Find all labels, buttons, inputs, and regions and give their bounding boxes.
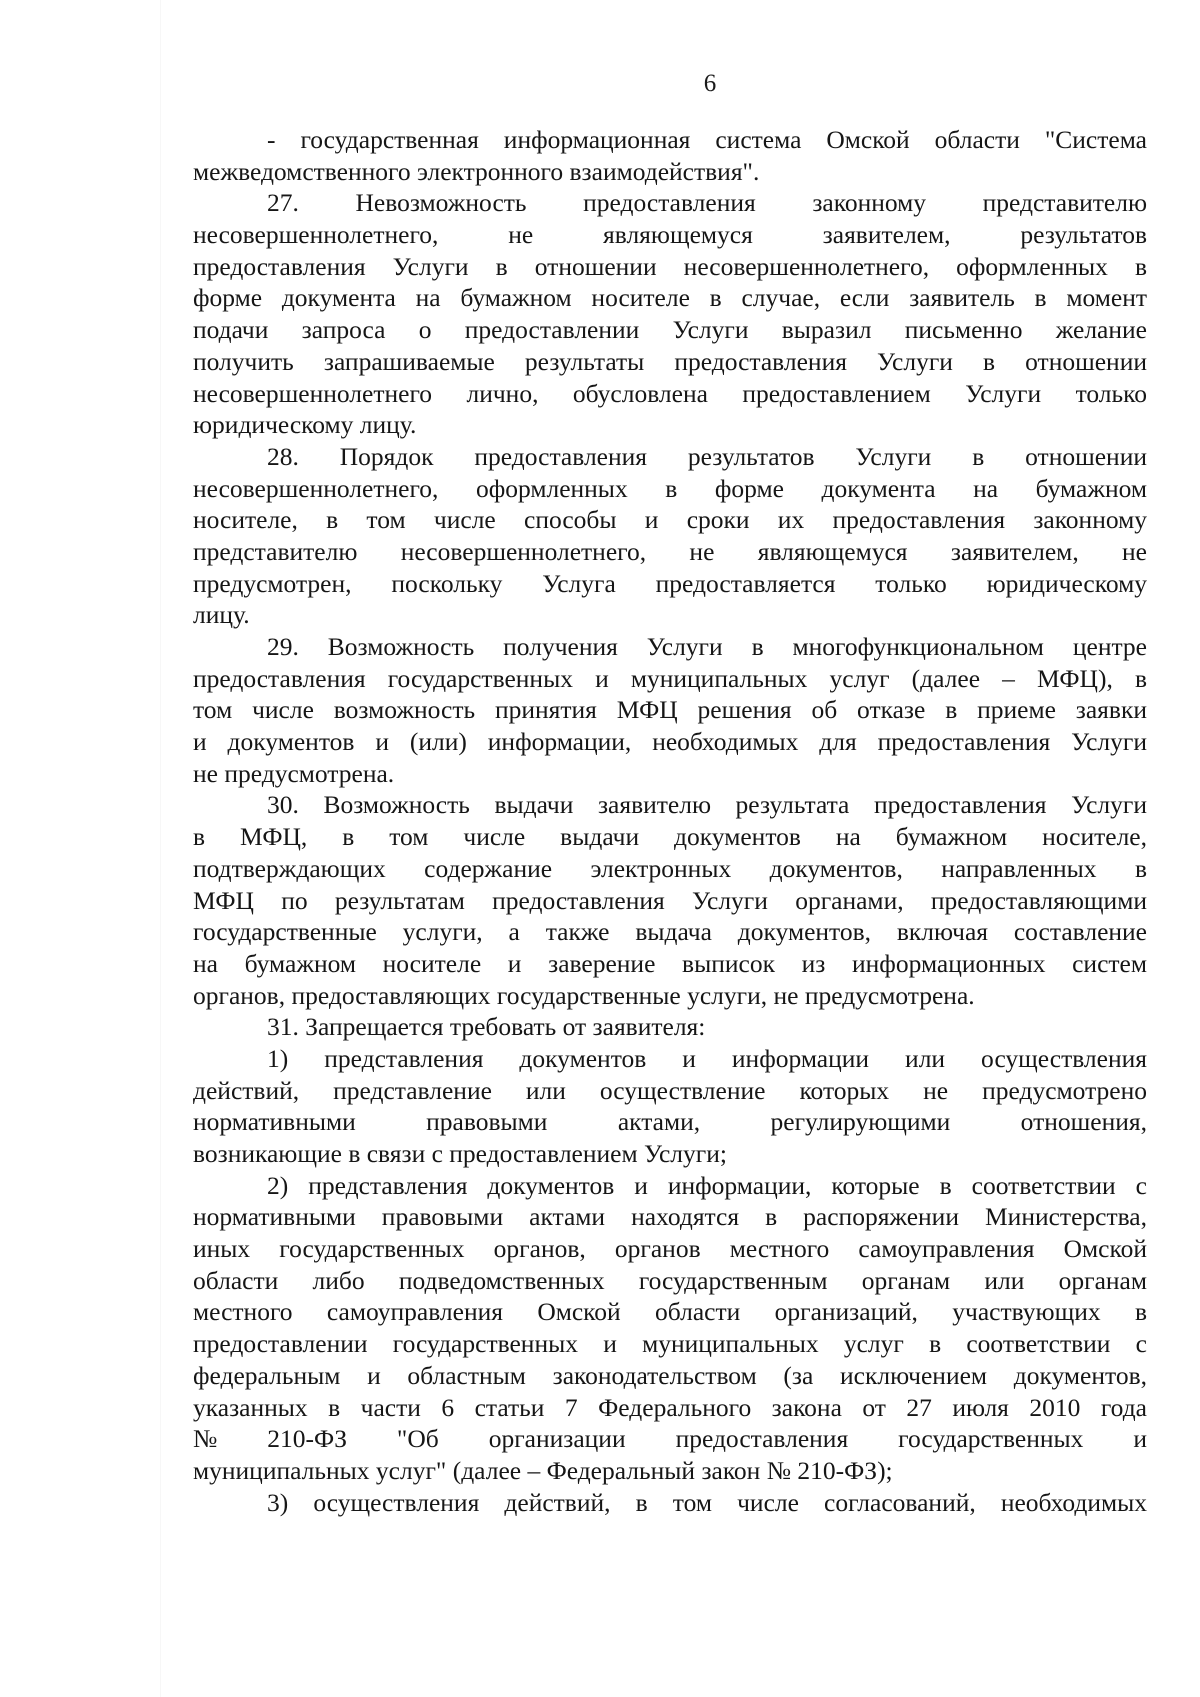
text-line: получить запрашиваемые результаты предоставления Услуги в отношении: [193, 346, 1147, 376]
text-line: 1) представления документов и информации или осуществления: [267, 1043, 1147, 1073]
text-line: 29. Возможность получения Услуги в многофункциональном центре: [267, 632, 1147, 661]
text-line: области либо подведомственных государственным органам или органам: [193, 1265, 1147, 1295]
text-line: государственные услуги, а также выдача документов, включая составление: [193, 917, 1147, 947]
text-line: федеральным и областным законодательством (за исключением документов,: [193, 1360, 1147, 1390]
text-line: муниципальных услуг" (далее – Федеральный закон № 210-ФЗ);: [193, 1455, 893, 1485]
text-line: предоставлении государственных и муниципальных услуг в соответствии с: [193, 1329, 1147, 1359]
text-line: предусмотрен, поскольку Услуга предоставляется только юридическому: [193, 568, 1147, 598]
text-line: иных государственных органов, органов местного самоуправления Омской: [193, 1234, 1147, 1264]
text-line: 28. Порядок предоставления результатов Услуги в отношении: [267, 441, 1147, 471]
text-line: подачи запроса о предоставлении Услуги выразил письменно желание: [193, 315, 1147, 345]
text-line: 2) представления документов и информации, которые в соответствии с: [267, 1170, 1147, 1200]
scan-edge: [160, 0, 161, 1697]
text-line: органов, предоставляющих государственные услуги, не предусмотрена.: [193, 980, 975, 1010]
text-line: МФЦ по результатам предоставления Услуги органами, предоставляющими: [193, 885, 1147, 915]
page-number: 6: [703, 70, 717, 97]
text-line: лицу.: [193, 600, 250, 630]
text-line: юридическому лицу.: [193, 410, 417, 440]
text-line: том числе возможность принятия МФЦ решения об отказе в приеме заявки: [193, 695, 1147, 725]
text-line: нормативными правовыми актами находятся в распоряжении Министерства,: [193, 1202, 1147, 1232]
text-line: несовершеннолетнего, оформленных в форме документа на бумажном: [193, 473, 1147, 503]
text-line: представителю несовершеннолетнего, не являющемуся заявителем, не: [193, 536, 1147, 566]
text-line: несовершеннолетнего, не являющемуся заявителем, результатов: [193, 220, 1147, 250]
text-line: 31. Запрещается требовать от заявителя:: [267, 1012, 706, 1042]
text-line: подтверждающих содержание электронных документов, направленных в: [193, 853, 1147, 883]
text-line: предоставления Услуги в отношении несовершеннолетнего, оформленных в: [193, 251, 1147, 281]
text-line: 3) осуществления действий, в том числе согласований, необходимых: [267, 1487, 1147, 1517]
text-line: местного самоуправления Омской области организаций, участвующих в: [193, 1297, 1147, 1327]
text-line: несовершеннолетнего лично, обусловлена предоставлением Услуги только: [193, 378, 1147, 408]
text-line: на бумажном носителе и заверение выписок из информационных систем: [193, 948, 1147, 978]
text-line: № 210-ФЗ "Об организации предоставления государственных и: [193, 1424, 1147, 1454]
document-body: [193, 124, 1147, 1518]
text-line: не предусмотрена.: [193, 758, 395, 788]
text-line: - государственная информационная система Омской области "Система: [267, 125, 1147, 154]
text-line: указанных в части 6 статьи 7 Федерального закона от 27 июля 2010 года: [193, 1392, 1147, 1422]
text-line: действий, представление или осуществление которых не предусмотрено: [193, 1075, 1147, 1105]
text-line: нормативными правовыми актами, регулирующими отношения,: [193, 1107, 1147, 1137]
text-line: возникающие в связи с предоставлением Услуги;: [193, 1139, 727, 1168]
text-line: межведомственного электронного взаимодействия".: [193, 156, 760, 186]
text-line: в МФЦ, в том числе выдачи документов на бумажном носителе,: [193, 822, 1147, 852]
text-line: 30. Возможность выдачи заявителю результата предоставления Услуги: [267, 790, 1147, 820]
text-line: форме документа на бумажном носителе в случае, если заявитель в момент: [193, 283, 1147, 313]
text-line: 27. Невозможность предоставления законному представителю: [267, 188, 1147, 218]
text-line: предоставления государственных и муниципальных услуг (далее – МФЦ), в: [193, 663, 1147, 693]
text-line: и документов и (или) информации, необходимых для предоставления Услуги: [193, 727, 1147, 757]
text-line: носителе, в том числе способы и сроки их предоставления законному: [193, 505, 1147, 535]
